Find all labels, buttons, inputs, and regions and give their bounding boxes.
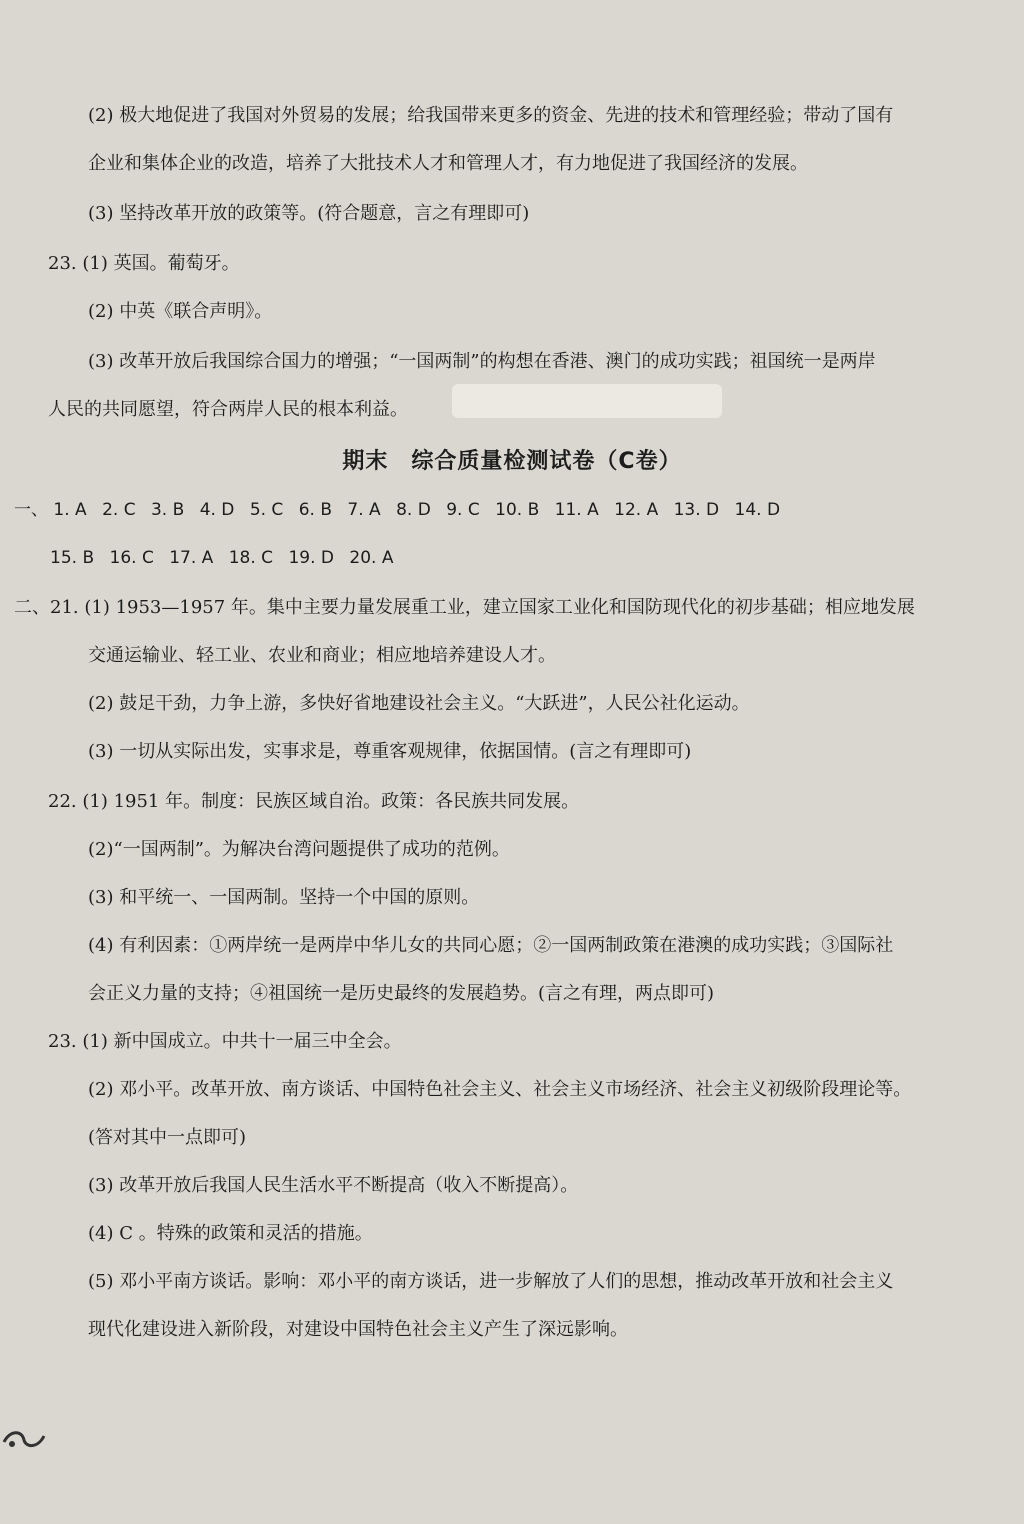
- choice-answer: 1. A: [53, 500, 87, 520]
- smudge-mark: [452, 384, 722, 418]
- q23-3-line2: 人民的共同愿望，符合两岸人民的根本利益。: [48, 399, 408, 420]
- choice-answer: 7. A: [347, 500, 381, 520]
- choice-answer: 9. C: [446, 500, 480, 520]
- choice-answer: 3. B: [150, 500, 185, 520]
- exam-title: 期末 综合质量检测试卷（C卷）: [342, 449, 682, 474]
- q23-2-line2: (答对其中一点即可): [88, 1127, 247, 1148]
- q21-2-line: (2) 鼓足干劲，力争上游，多快好省地建设社会主义。“大跃进”，人民公社化运动。: [88, 693, 750, 714]
- choice-answer: 4. D: [199, 500, 235, 520]
- corner-ornament-icon: [0, 1424, 48, 1454]
- q22-2-line: (2)“一国两制”。为解决台湾问题提供了成功的范例。: [88, 839, 510, 860]
- q21-1-line2: 交通运输业、轻工业、农业和商业；相应地培养建设人才。: [88, 645, 556, 666]
- q21-1-line1: 二、21. (1) 1953—1957 年。集中主要力量发展重工业，建立国家工业化和国防现代化的初步基础；相应地发展: [14, 597, 915, 618]
- choice-answer: 16. C: [109, 548, 154, 568]
- choice-answer: 11. A: [554, 500, 599, 520]
- q23-3-line1: (3) 改革开放后我国综合国力的增强；“一国两制”的构想在香港、澳门的成功实践；祖国统一是两岸: [88, 351, 876, 372]
- choice-answer: 8. D: [396, 500, 431, 520]
- q22-2-line2: 企业和集体企业的改造，培养了大批技术人才和管理人才，有力地促进了我国经济的发展。: [88, 153, 808, 174]
- q21-3-line: (3) 一切从实际出发，实事求是，尊重客观规律，依据国情。(言之有理即可): [88, 741, 692, 762]
- q23-4-line: (4) C 。特殊的政策和灵活的措施。: [88, 1223, 373, 1244]
- choice-answer: 5. C: [249, 500, 284, 520]
- choice-answer: 6. B: [298, 500, 333, 520]
- choice-row-1: [14, 498, 790, 522]
- q23-2-line1: (2) 邓小平。改革开放、南方谈话、中国特色社会主义、社会主义市场经济、社会主义初级阶段理论等。: [88, 1079, 912, 1100]
- q22-4-line1: (4) 有利因素：①两岸统一是两岸中华儿女的共同心愿；②一国两制政策在港澳的成功实践；③国际社: [88, 935, 894, 956]
- choice-answer: 17. A: [169, 548, 214, 568]
- q22-2-line1: (2) 极大地促进了我国对外贸易的发展；给我国带来更多的资金、先进的技术和管理经验；带动了国有: [88, 105, 894, 126]
- choice-answer: 2. C: [102, 500, 136, 520]
- choice-answer: 18. C: [228, 548, 274, 568]
- q23-1-line: 23. (1) 英国。葡萄牙。: [48, 253, 240, 274]
- q23-5-line1: (5) 邓小平南方谈话。影响：邓小平的南方谈话，进一步解放了人们的思想，推动改革开放和社会主义: [88, 1271, 894, 1292]
- q22-4-line2: 会正义力量的支持；④祖国统一是历史最终的发展趋势。(言之有理，两点即可): [88, 983, 715, 1004]
- choice-prefix: 一、: [14, 500, 48, 520]
- q23-3-line: (3) 改革开放后我国人民生活水平不断提高（收入不断提高）。: [88, 1175, 579, 1196]
- choice-answer: 20. A: [349, 548, 394, 568]
- q23-5-line2: 现代化建设进入新阶段，对建设中国特色社会主义产生了深远影响。: [88, 1319, 628, 1340]
- choice-answer: 13. D: [673, 500, 720, 520]
- q22-1-line: 22. (1) 1951 年。制度：民族区域自治。政策：各民族共同发展。: [48, 791, 580, 812]
- choice-answer: 15. B: [50, 548, 95, 568]
- q23-2-line: (2) 中英《联合声明》。: [88, 301, 273, 322]
- choice-answer: 10. B: [495, 500, 540, 520]
- q23-1-line: 23. (1) 新中国成立。中共十一届三中全会。: [48, 1031, 402, 1052]
- choice-answer: 19. D: [288, 548, 334, 568]
- q22-3-line: (3) 和平统一、一国两制。坚持一个中国的原则。: [88, 887, 480, 908]
- choice-answer: 14. D: [734, 500, 781, 520]
- choice-row-2: [50, 546, 403, 570]
- q22-3-line: (3) 坚持改革开放的政策等。(符合题意，言之有理即可): [88, 203, 530, 224]
- choice-answer: 12. A: [614, 500, 659, 520]
